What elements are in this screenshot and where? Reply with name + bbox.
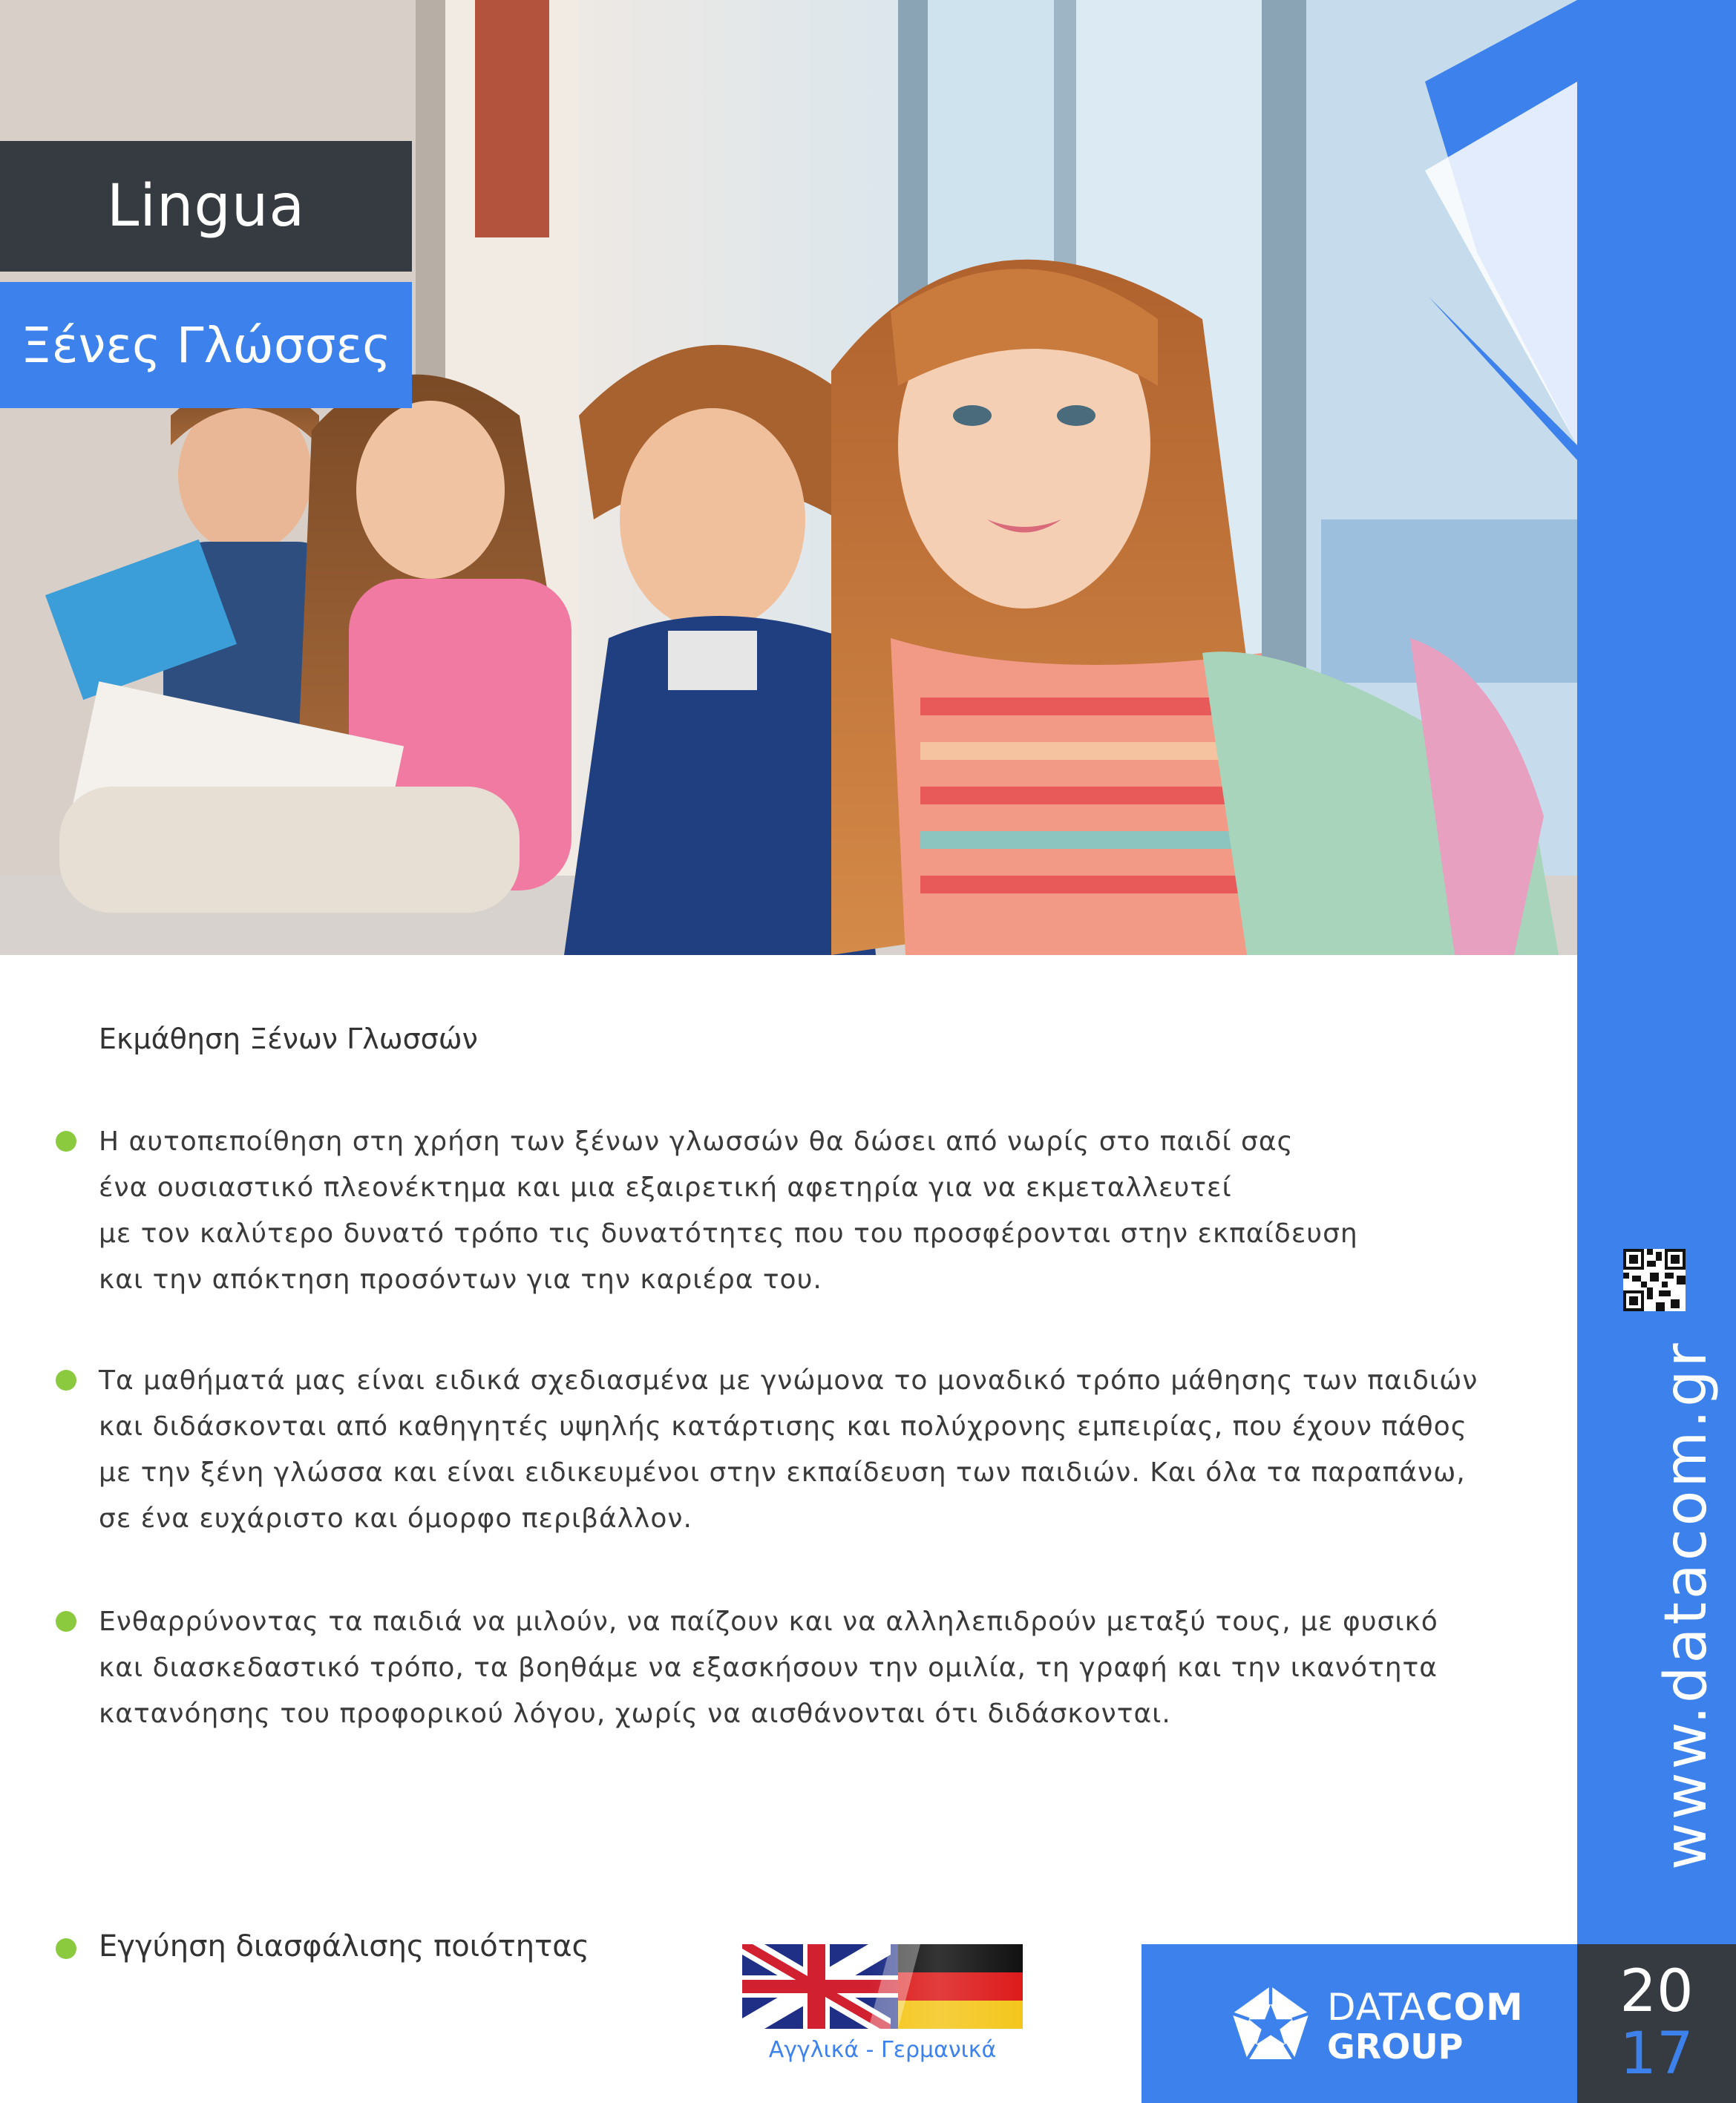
paragraph-line: με τον καλύτερο δυνατό τρόπο τις δυνατότητες που του προσφέρονται στην εκπαίδευση: [99, 1218, 1358, 1249]
page-subtitle: Ξένες Γλώσσες: [21, 316, 391, 374]
paragraph-line: και διδάσκονται από καθηγητές υψηλής κατάρτισης και πολύχρονης εμπειρίας, που έχουν πάθος: [99, 1411, 1467, 1442]
quality-note-text: Εγγύηση διασφάλισης ποιότητας: [99, 1929, 590, 1963]
quality-note: [99, 1929, 589, 1963]
logo-wordmark: [1327, 1987, 1524, 2027]
pentagon-star-icon: [1229, 1983, 1312, 2066]
paragraph-line: Ενθαρρύνοντας τα παιδιά να μιλούν, να παίζουν και να αλληλεπιδρούν μεταξύ τους, με φυσικό: [99, 1607, 1438, 1637]
uk-germany-flag-icon: [742, 1944, 1023, 2029]
brand-title: Lingua: [106, 173, 306, 240]
bullet-paragraph: [99, 1358, 1553, 1542]
paragraph-line: Τα μαθήματά μας είναι ειδικά σχεδιασμένα με γνώμονα το μοναδικό τρόπο μάθησης των παιδιών: [99, 1365, 1478, 1396]
brand-title-box: [0, 141, 412, 272]
green-bullet-icon: [56, 1370, 76, 1391]
paragraph-line: σε ένα ευχάριστο και όμορφο περιβάλλον.: [99, 1503, 692, 1534]
subtitle-box: [0, 282, 412, 408]
paragraph-line: και διασκεδαστικό τρόπο, τα βοηθάμε να εξασκήσουν την ομιλία, τη γραφή και την ικανότητα: [99, 1653, 1438, 1683]
bullet-paragraph: [99, 1599, 1553, 1737]
paragraph-line: και την απόκτηση προσόντων για την καριέρα του.: [99, 1264, 822, 1295]
year-top: 20: [1619, 1958, 1694, 2025]
flag-caption: Αγγλικά - Γερμανικά: [768, 2037, 997, 2063]
datacom-logo: [1141, 1944, 1577, 2103]
bullet-paragraph: [99, 1119, 1553, 1303]
green-bullet-icon: [56, 1611, 76, 1632]
logo-word-com: COM: [1425, 1986, 1524, 2029]
green-bullet-icon: [56, 1938, 76, 1959]
logo-word-data: DATA: [1327, 1986, 1426, 2029]
logo-word-group: GROUP: [1327, 2027, 1464, 2067]
green-bullet-icon: [56, 1131, 76, 1152]
qr-code-icon: [1623, 1249, 1686, 1311]
paragraph-line: Η αυτοπεποίθηση στη χρήση των ξένων γλωσσών θα δώσει από νωρίς στο παιδί σας: [99, 1126, 1294, 1157]
paragraph-line: ένα ουσιαστικό πλεονέκτημα και μια εξαιρετική αφετηρία για να εκμεταλλευτεί: [99, 1172, 1232, 1203]
paragraph-line: με την ξένη γλώσσα και είναι ειδικευμένοι στην εκπαίδευση των παιδιών. Και όλα τα παραπάνω,: [99, 1457, 1466, 1488]
paragraph-line: κατανόησης του προφορικού λόγου, χωρίς να αισθάνονται ότι διδάσκονται.: [99, 1699, 1171, 1729]
year-bottom: 17: [1619, 2021, 1694, 2087]
website-url[interactable]: www.datacom.gr: [1653, 1340, 1720, 1870]
section-title: Εκμάθηση Ξένων Γλωσσών: [99, 1023, 478, 1055]
year-box: [1577, 1944, 1736, 2103]
